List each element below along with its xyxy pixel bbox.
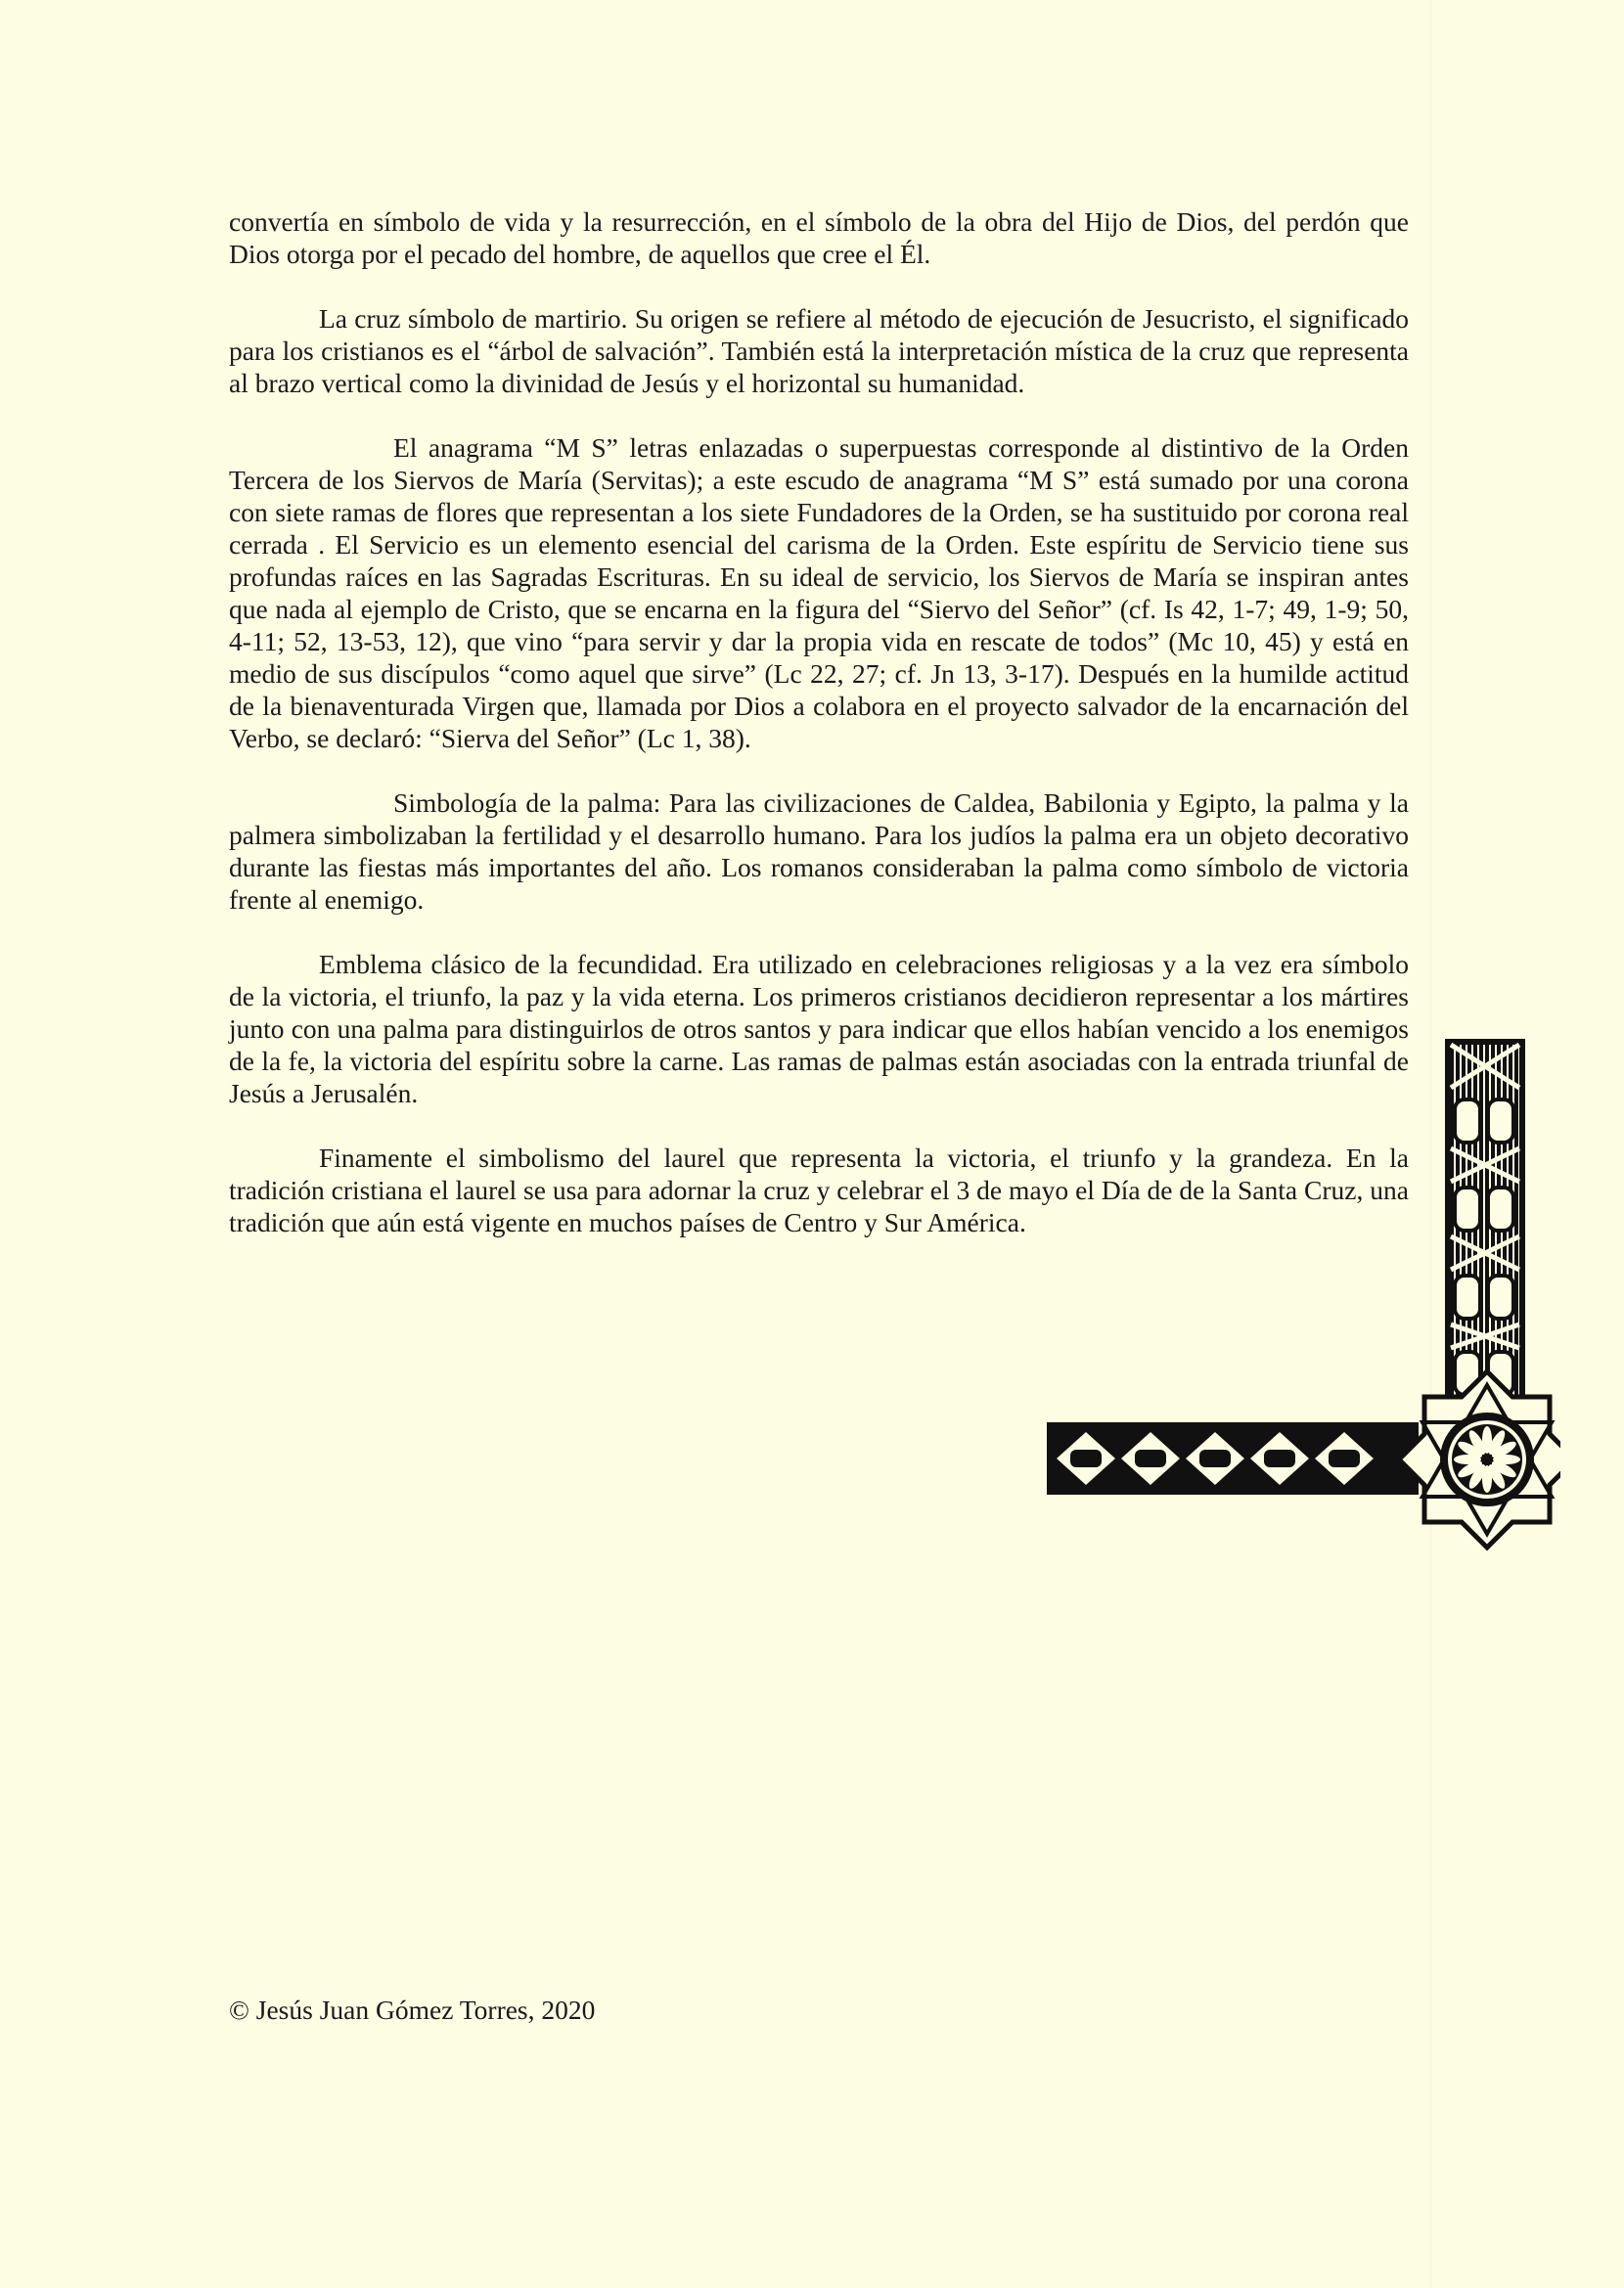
horizontal-band [1047, 1422, 1419, 1495]
paragraph-fertility-emblem: Emblema clásico de la fecundidad. Era utilizado en celebraciones religiosas y a la vez era símbolo de la victoria, el triunfo, la paz y la vida eterna. Los primeros cristianos decidieron representar a los mártires junto con una palma para distinguirlos de otros santos y para indicar que ellos habían vencido a los enemigos de la fe, la victoria del espíritu sobre la carne. Las ramas de palmas están asociadas con la entrada triunfal de Jesús a Jerusalén. [229, 949, 1409, 1108]
paragraph-cross: La cruz símbolo de martirio. Su origen se refiere al método de ejecución de Jesucristo, el significado para los cristianos es el “árbol de salvación”. También está la interpretación mística de la cruz que representa al brazo vertical como la divinidad de Jesús y el horizontal su humanidad. [229, 303, 1409, 398]
paragraph-palm-symbology: Simbología de la palma: Para las civilizaciones de Caldea, Babilonia y Egipto, la palma y la palmera simbolizaban la fertilidad y el desarrollo humano. Para los judíos la palma era un objeto decorativo durante las fiestas más importantes del año. Los romanos consideraban la palma como símbolo de victoria frente al enemigo. [229, 787, 1409, 915]
copyright-footer: © Jesús Juan Gómez Torres, 2020 [229, 1995, 596, 2025]
corner-rosette [1399, 1371, 1560, 1548]
paragraph-anagram: El anagrama “M S” letras enlazadas o superpuestas corresponde al distintivo de la Orden Tercera de los Siervos de María (Servitas); a este escudo de anagrama “M S” está sumado por una corona con siete ramas de flores que representan a los siete Fundadores de la Orden, se ha sustituido por corona real cerrada . El Servicio es un elemento esencial del carisma de la Orden. Este espíritu de Servicio tiene sus profundas raíces en las Sagradas Escrituras. En su ideal de servicio, los Siervos de María se inspiran antes que nada al ejemplo de Cristo, que se encarna en la figura del “Siervo del Señor” (cf. Is 42, 1-7; 49, 1-9; 50, 4-11; 52, 13-53, 12), que vino “para servir y dar la propia vida en rescate de todos” (Mc 10, 45) y está en medio de sus discípulos “como aquel que sirve” (Lc 22, 27; cf. Jn 13, 3-17). Después en la humilde actitud de la bienaventurada Virgen que, llamada por Dios a colabora en el proyecto salvador de la encarnación del Verbo, se declaró: “Sierva del Señor” (Lc 1, 38). [229, 432, 1409, 753]
paragraph-laurel: Finamente el simbolismo del laurel que representa la victoria, el triunfo y la grandeza. En la tradición cristiana el laurel se usa para adornar la cruz y celebrar el 3 de mayo el Día de de la Santa Cruz, una tradición que aún está vigente en muchos países de Centro y Sur América. [229, 1143, 1409, 1237]
vertical-band [1445, 1039, 1525, 1411]
paragraph-continuation: convertía en símbolo de vida y la resurrección, en el símbolo de la obra del Hijo de Dios, del perdón que Dios otorga por el pecado del hombre, de aquellos que cree el Él. [229, 206, 1409, 269]
corner-ornament [1047, 1039, 1560, 1557]
